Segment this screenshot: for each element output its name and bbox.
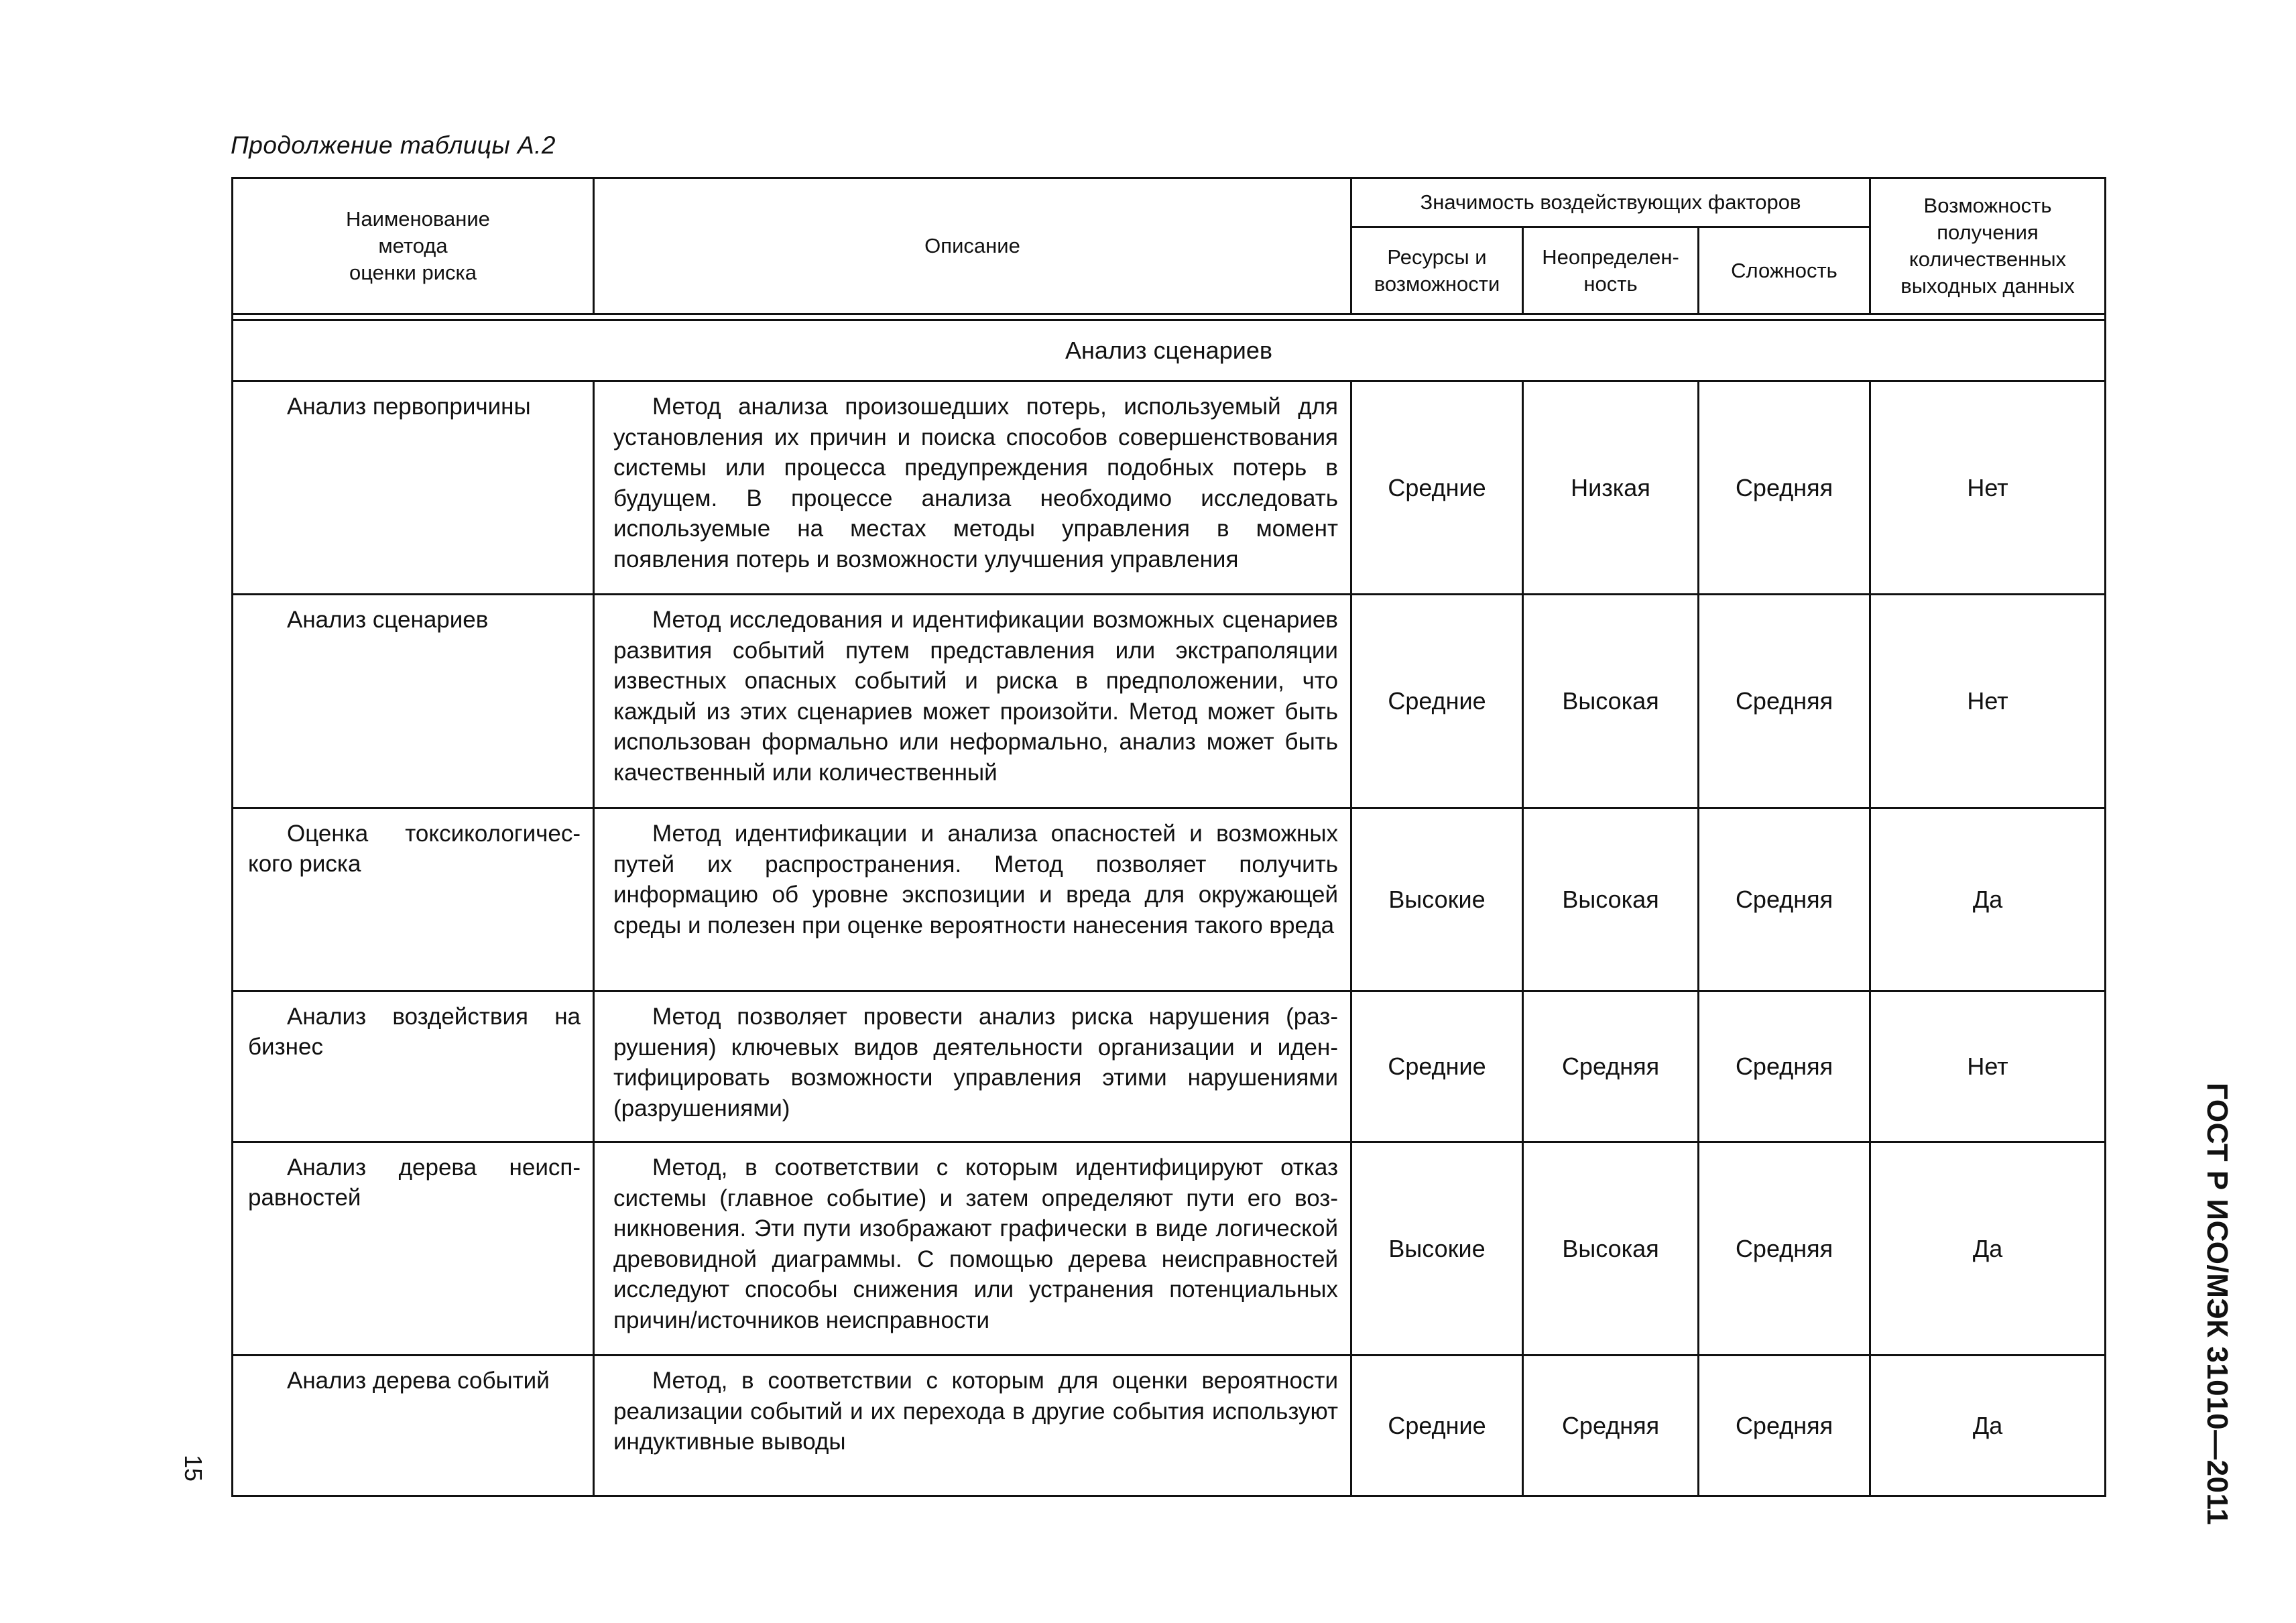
complexity-cell: Средняя [1699,595,1870,808]
page-number-text: 15 [180,1455,207,1482]
uncertainty-cell: Высокая [1523,595,1699,808]
header-description: Описание [594,178,1351,314]
description-cell: Метод идентификации и анализа опасностей и возможных путей их распространения. Метод позволяет получить информацию об уровне экспозиции и вреда для окружающей среды и полезен при оценке вероятности нанесения такого вреда [594,808,1351,991]
description-cell: Метод, в соответствии с которым для оценки вероятности реализации событий и их перехода в другие события используют индуктивные выводы [594,1356,1351,1496]
method-name-cell: Оценка токсикологического риска [233,808,594,991]
header-quantitative: Возможность получения количественных выходных данных [1870,178,2106,314]
risk-methods-table [231,177,2106,1497]
header-resources: Ресурсы и возможности [1351,227,1523,314]
quantitative-cell: Да [1870,1142,2106,1356]
header-row-top [233,178,2106,227]
header-separator [233,314,2106,320]
description-cell: Метод исследования и идентификации возможных сценариев развития событий путем представления или экстраполяции известных опасных событий и риска в предположении, что каждый из этих сценариев может произойти. Метод может быть использован формально или неформально, анализ может быть качественный или количественный [594,595,1351,808]
header-factors-group: Значимость воздействующих факторов [1351,178,1870,227]
standard-designation-text: ГОСТ Р ИСО/МЭК 31010—2011 [2201,1083,2234,1526]
method-name-cell: Анализ воздействия на бизнес [233,991,594,1142]
resources-cell: Средние [1351,381,1523,595]
method-name-cell: Анализ сценариев [233,595,594,808]
uncertainty-cell: Высокая [1523,1142,1699,1356]
quantitative-cell: Нет [1870,381,2106,595]
table-row [233,595,2106,808]
header-complexity: Сложность [1699,227,1870,314]
description-cell: Метод анализа произошедших потерь, используемый для установления их причин и поиска способов совершенствования системы или процесса предупреждения подобных потерь в будущем. В процессе анализа необходимо исследовать используемые на местах методы управления в момент появления потерь и возможности улучшения управления [594,381,1351,595]
complexity-cell: Средняя [1699,1356,1870,1496]
uncertainty-cell: Средняя [1523,991,1699,1142]
table-row [233,991,2106,1142]
section-title: Анализ сценариев [233,320,2106,381]
complexity-cell: Средняя [1699,381,1870,595]
table-row [233,1142,2106,1356]
quantitative-cell: Да [1870,808,2106,991]
method-name-cell: Анализ дерева неисправностей [233,1142,594,1356]
table-row [233,381,2106,595]
resources-cell: Средние [1351,1356,1523,1496]
description-cell: Метод позволяет провести анализ риска нарушения (разрушения) ключевых видов деятельности организации и идентифицировать возможности управления этими нарушениями (разрушениями) [594,991,1351,1142]
resources-cell: Высокие [1351,1142,1523,1356]
complexity-cell: Средняя [1699,808,1870,991]
quantitative-cell: Да [1870,1356,2106,1496]
section-row [233,320,2106,381]
header-method-name: Наименование метода оценки риска [233,178,594,314]
standard-designation [2192,1083,2246,1526]
complexity-cell: Средняя [1699,991,1870,1142]
page-number [178,1455,218,1495]
table-row [233,808,2106,991]
description-cell: Метод, в соответствии с которым идентифицируют отказ системы (главное событие) и затем определяют пути его возникновения. Эти пути изображают графически в виде логической древовидной диаграммы. С помощью дерева неисправностей исследуют способы снижения или устранения потенциальных причин/источников неисправности [594,1142,1351,1356]
resources-cell: Средние [1351,991,1523,1142]
table-row [233,1356,2106,1496]
resources-cell: Высокие [1351,808,1523,991]
uncertainty-cell: Низкая [1523,381,1699,595]
method-name-cell: Анализ дерева событий [233,1356,594,1496]
table-continuation-caption: Продолжение таблицы А.2 [231,131,556,159]
method-name-cell: Анализ первопричины [233,381,594,595]
uncertainty-cell: Высокая [1523,808,1699,991]
header-uncertainty: Неопределен- ность [1523,227,1699,314]
uncertainty-cell: Средняя [1523,1356,1699,1496]
resources-cell: Средние [1351,595,1523,808]
quantitative-cell: Нет [1870,991,2106,1142]
quantitative-cell: Нет [1870,595,2106,808]
complexity-cell: Средняя [1699,1142,1870,1356]
